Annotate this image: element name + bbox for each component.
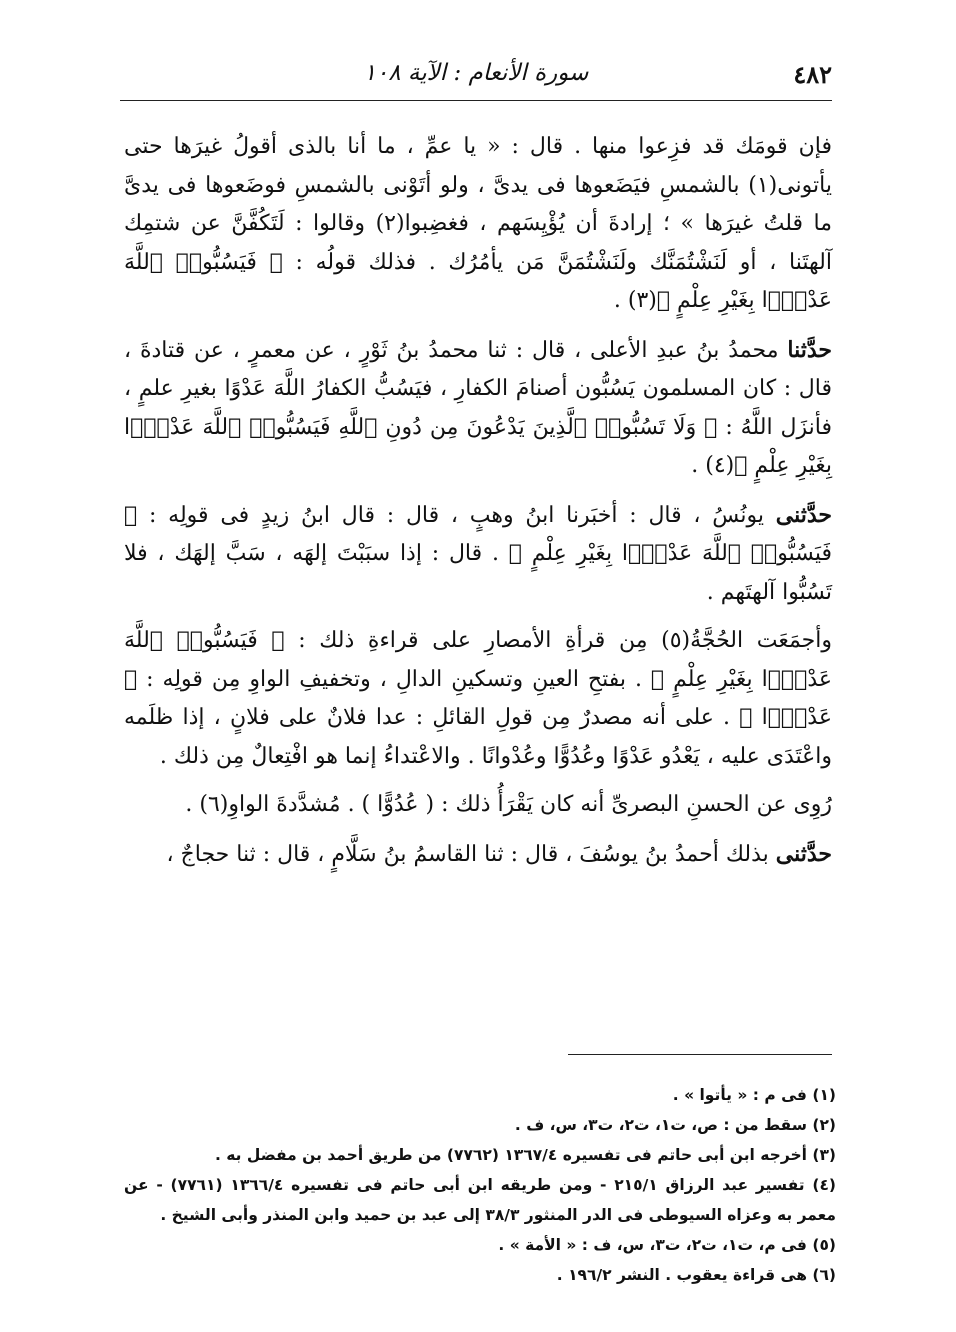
paragraph-4 <box>124 622 832 776</box>
paragraph-3-text: يونُسُ ، قال : أخبَرنا ابنُ وهبٍ ، قال : قال ابنُ زيدٍ فى قولِه : ﴿ فَيَسُبُّوا۟ ٱللَّهَ عَدْوًۢا بِغَيْرِ عِلْمٍ ﴾ . قال : إذا سبَبْتَ إلهَه ، سَبَّ إلهَك ، فلا تَسُبُّوا آلهتَهم . <box>124 502 832 605</box>
paragraph-6-lead: حدَّثنى <box>775 840 832 867</box>
paragraph-1 <box>124 128 832 321</box>
paragraph-6 <box>124 835 832 875</box>
paragraph-5 <box>124 786 832 825</box>
paragraph-4-text: وأجمَعَت الحُجَّةُ(٥) مِن قرأةِ الأمصارِ على قراءةِ ذلك : ﴿ فَيَسُبُّوا۟ ٱللَّهَ عَدْوًۢا بِغَيْرِ عِلْمٍ ﴾ . بفتحِ العينِ وتسكينِ الدالِ ، وتخفيفِ الواوِ مِن قولِه : ﴿ عَدْوًۢا ﴾ . على أنه مصدرٌ مِن قولِ القائلِ : عدا فلانٌ على فلانٍ ، إذا ظلَمه واعْتَدَى عليه ، يَعْدُو عَدْوًا وعُدُوًّا وعُدْوانًا . والاعْتداءُ إنما هو افْتِعالٌ مِن ذلك . <box>124 628 833 769</box>
main-text <box>124 128 832 884</box>
footnote-3: (٣) أخرجه ابن أبى حاتم فى تفسيره ١٣٦٧/٤ (٧٧٦٢) من طريق أحمد بن مفضل به . <box>215 1146 836 1164</box>
page-header <box>120 56 832 96</box>
paragraph-1-text: فإن قومَك قد فزِعوا منها . قال : « يا عمِّ ، ما أنا بالذى أقولُ غيرَها حتى يأتونى(١) بالشمسِ فيَضَعوها فى يدىَّ ، ولو أتَوْنى بالشمسِ فوضَعوها فى يدىَّ ما قلتُ غيرَها » ؛ إرادةَ أن يُؤْيِسَهم ، فغضِبوا(٢) وقالوا : لَتَكُفَّنَّ عن شتمِك آلهتَنا ، أو لَنَشْتُمَنَّك ولَنَشْتُمَنَّ مَن يأمُرُك . فذلك قولُه : ﴿ فَيَسُبُّوا۟ ٱللَّهَ عَدْوًۢا بِغَيْرِ عِلْمٍ ﴾(٣) . <box>124 134 832 313</box>
footnote-6: (٦) هى قراءة يعقوب . النشر ١٩٦/٢ . <box>556 1266 836 1284</box>
footnotes <box>124 1080 836 1290</box>
header-rule <box>120 100 832 101</box>
footnote-separator <box>568 1054 832 1055</box>
paragraph-5-text: رُوِى عن الحسنِ البصرىِّ أنه كان يَقْرَأُ ذلك : ( عُدُوًّا ) . مُشدَّدةَ الواوِ(٦) . <box>185 792 832 817</box>
footnote-2: (٢) سقط من : ص، ت١، ت٢، ت٣، س، ف . <box>514 1116 836 1134</box>
footnote-4: (٤) تفسير عبد الرزاق ٢١٥/١ - ومن طريقه ابن أبى حاتم فى تفسيره ١٣٦٦/٤ (٧٧٦١) - عن معمر به وعزاه السيوطى فى الدر المنثور ٣٨/٣ إلى عبد بن حميد وابن المنذر وأبى الشيخ . <box>124 1176 836 1224</box>
paragraph-2 <box>124 331 832 486</box>
paragraph-3 <box>124 496 832 613</box>
footnote-5: (٥) فى م، ت١، ت٢، ت٣، س، ف : « الأمة » . <box>498 1236 836 1254</box>
paragraph-2-lead: حدَّثنا <box>787 336 832 363</box>
paragraph-2-text: محمدُ بنُ عبدِ الأعلى ، قال : ثنا محمدُ بنُ ثَوْرٍ ، عن معمرٍ ، عن قتادةَ ، قال : كان المسلمون يَسُبُّون أصنامَ الكفارِ ، فيَسُبُّ الكفارُ اللَّهَ عَدْوًا بغيرِ علمٍ ، فأنزَل اللَّهُ : ﴿ وَلَا تَسُبُّوا۟ ٱلَّذِينَ يَدْعُونَ مِن دُونِ ٱللَّهِ فَيَسُبُّوا۟ ٱللَّهَ عَدْوًۢا بِغَيْرِ عِلْمٍ ﴾(٤) . <box>124 337 832 478</box>
running-title: سورة الأنعام : الآية ١٠٨ <box>363 60 589 86</box>
paragraph-6-text: بذلك أحمدُ بنُ يوسُفَ ، قال : ثنا القاسمُ بنُ سَلَّامٍ ، قال : ثنا حجاجٌ ، <box>166 841 776 867</box>
footnote-1: (١) فى م : « يأتوا » . <box>672 1086 836 1104</box>
paragraph-3-lead: حدَّثنى <box>775 501 832 528</box>
page-number: ٤٨٢ <box>793 60 832 89</box>
